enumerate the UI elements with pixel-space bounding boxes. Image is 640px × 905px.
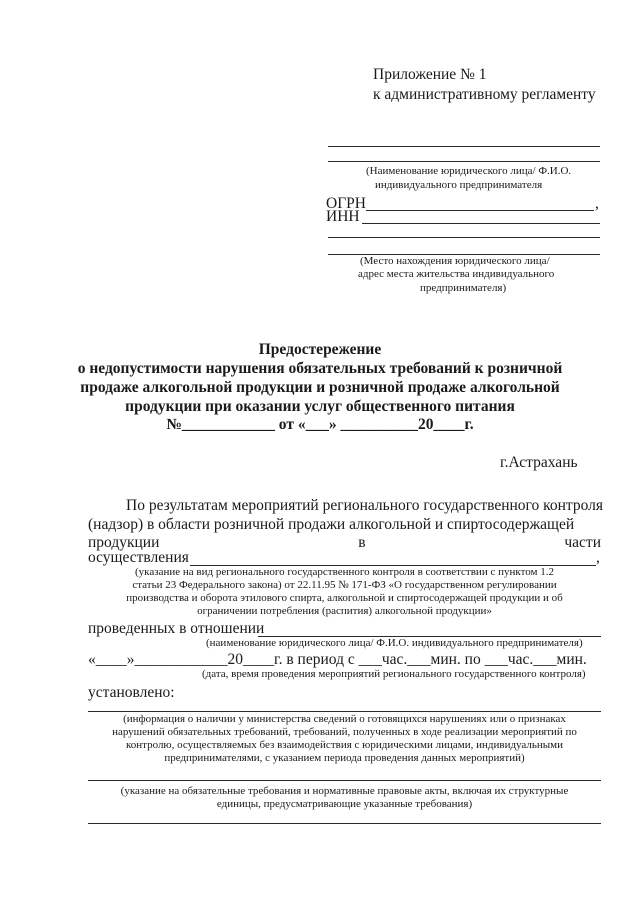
established-field[interactable] bbox=[88, 711, 601, 712]
addressee-name-line-2[interactable] bbox=[328, 161, 600, 162]
inn-label: ИНН bbox=[326, 208, 360, 225]
conducted-label: проведенных в отношении bbox=[88, 620, 265, 637]
appendix-number: Приложение № 1 bbox=[373, 66, 487, 83]
document-subtitle-line-1: о недопустимости нарушения обязательных требований к розничной bbox=[77, 360, 563, 377]
document-subtitle-line-3: продукции при оказании услуг общественного питания bbox=[125, 398, 515, 415]
address-caption-3: предпринимателя) bbox=[420, 282, 507, 294]
note-control-type-4: ограничении потребления (распития) алкогольной продукции» bbox=[197, 605, 492, 617]
note-requirements-2: единицы, предусматривающие указанные требования) bbox=[216, 798, 473, 810]
appendix-regulation: к административному регламенту bbox=[373, 86, 596, 103]
document-title: Предостережение bbox=[258, 341, 382, 358]
note-info-3: контролю, осуществляемых без взаимодействия с юридическими лицами, индивидуальными bbox=[125, 739, 564, 751]
document-subtitle-line-2: продаже алкогольной продукции и розничной продаже алкогольной bbox=[80, 379, 560, 396]
word-part: части bbox=[564, 534, 601, 551]
addressee-name-caption-1: (Наименование юридического лица/ Ф.И.О. bbox=[366, 165, 572, 177]
addressee-name-line-1[interactable] bbox=[328, 146, 600, 147]
inn-field[interactable] bbox=[362, 223, 600, 224]
note-info-1: (информация о наличии у министерства сведений о готовящихся нарушениях или о признаках bbox=[123, 713, 566, 725]
paragraph-line-4-label: осуществления bbox=[88, 549, 189, 566]
note-info-4: предпринимателями, с указанием периода проведения данных мероприятий) bbox=[164, 752, 525, 764]
note-date-time: (дата, время проведения мероприятий регионального государственного контроля) bbox=[202, 668, 586, 680]
address-line-1[interactable] bbox=[328, 237, 600, 238]
document-number-date: №____________ от «___» __________20____г. bbox=[166, 416, 474, 433]
city-label: г.Астрахань bbox=[500, 454, 578, 471]
note-requirements-1: (указание на обязательные требования и нормативные правовые акты, включая их структурные bbox=[120, 785, 569, 797]
requirements-field[interactable] bbox=[88, 780, 601, 781]
address-caption-2: адрес места жительства индивидуального bbox=[358, 268, 555, 280]
inspection-date-time: «____»____________20____г. в период с ___час.___мин. по ___час.___мин. bbox=[88, 651, 587, 668]
paragraph-line-1: По результатам мероприятий регионального государственного контроля bbox=[126, 497, 604, 514]
word-in: в bbox=[358, 534, 366, 551]
note-control-type-1: (указание на вид регионального государственного контроля в соответствии с пунктом 1.2 bbox=[135, 566, 554, 578]
addressee-name-caption-2: индивидуального предпринимателя bbox=[375, 179, 543, 191]
note-subject-name: (наименование юридического лица/ Ф.И.О. индивидуального предпринимателя) bbox=[206, 637, 583, 649]
note-control-type-3: производства и оборота этилового спирта, алкогольной и спиртосодержащей продукции и об bbox=[126, 592, 563, 604]
ogrn-field[interactable] bbox=[366, 210, 594, 211]
word-products: продукции bbox=[88, 534, 160, 551]
additional-field[interactable] bbox=[88, 823, 601, 824]
note-info-2: нарушений обязательных требований, требований, полученных в ходе реализации мероприятий по bbox=[112, 726, 577, 738]
established-label: установлено: bbox=[88, 684, 175, 701]
paragraph-line-2: (надзор) в области розничной продажи алкогольной и спиртосодержащей bbox=[88, 516, 575, 533]
note-control-type-2: статьи 23 Федерального закона) от 22.11.95 № 171-ФЗ «О государственном регулировании bbox=[132, 579, 557, 591]
ogrn-comma: , bbox=[595, 195, 599, 212]
ogrn-label: ОГРН bbox=[326, 195, 366, 212]
control-type-comma: , bbox=[596, 549, 600, 566]
address-caption-1: (Место нахождения юридического лица/ bbox=[360, 255, 550, 267]
